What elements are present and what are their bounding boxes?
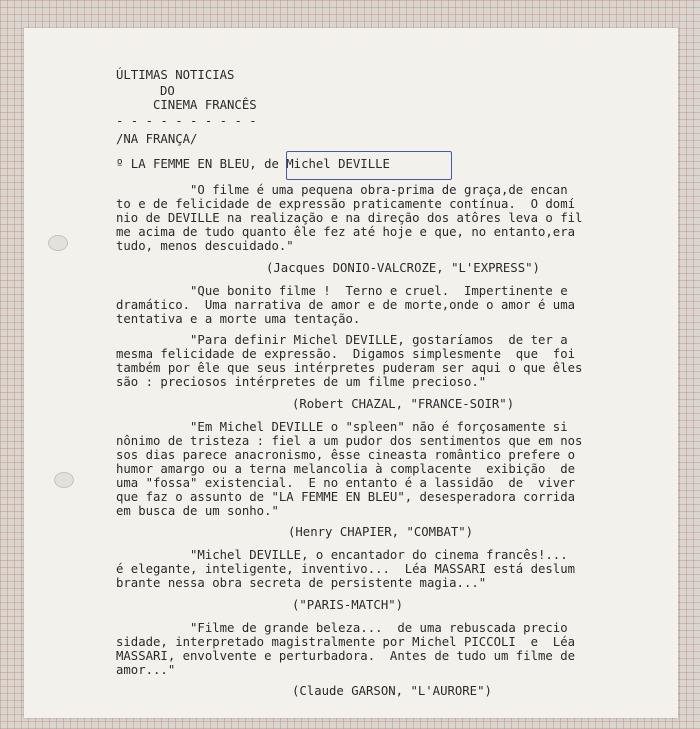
review-line: "O filme é uma pequena obra-prima de graça,de encan — [116, 183, 568, 197]
review-line: amor..." — [116, 663, 176, 677]
document-page — [24, 28, 678, 718]
review-line: "Para definir Michel DEVILLE, gostaríamos de ter a — [116, 333, 568, 347]
review-line: nônimo de tristeza : fiel a um pudor dos sentimentos que em nos — [116, 434, 583, 448]
review-line: brante nessa obra secreta de persistente magia..." — [116, 576, 487, 590]
review-line: "Em Michel DEVILLE o "spleen" não é forçosamente si — [116, 420, 568, 434]
review-source: ("PARIS-MATCH") — [292, 598, 404, 612]
punch-hole-bottom — [54, 472, 74, 488]
review-line: humor amargo ou a terna melancolia à complacente exibição de — [116, 462, 576, 476]
review-line: dramático. Uma narrativa de amor e de morte,onde o amor é uma — [116, 298, 576, 312]
header-line-1: ÚLTIMAS NOTICIAS — [116, 68, 235, 82]
header-rule: - - - - - - - - - - — [116, 114, 257, 128]
punch-hole-top — [48, 235, 68, 251]
review-line: é elegante, inteligente, inventivo... Léa MASSARI está deslum — [116, 562, 576, 576]
review-source: (Claude GARSON, "L'AURORE") — [292, 684, 492, 698]
review-line: uma "fossa" existencial. E no entanto é a lassidão de viver — [116, 476, 576, 490]
review-line: sos dias parece anacronismo, êsse cineasta romântico prefere o — [116, 448, 576, 462]
review-line: também por êle que seus intérpretes puderam ser aqui o que êles — [116, 361, 583, 375]
header-line-3: CINEMA FRANCÊS — [153, 98, 257, 112]
review-line: MASSARI, envolvente e perturbadora. Antes de tudo um filme de — [116, 649, 576, 663]
review-source: (Robert CHAZAL, "FRANCE-SOIR") — [292, 397, 515, 411]
review-line: tentativa e a morte uma tentação. — [116, 312, 361, 326]
review-line: to e de felicidade de expressão praticamente contínua. O domí — [116, 197, 576, 211]
header-line-2: DO — [160, 84, 175, 98]
review-line: tudo, menos descuidado." — [116, 239, 294, 253]
review-source: (Jacques DONIO-VALCROZE, "L'EXPRESS") — [266, 261, 540, 275]
review-line: são : preciosos intérpretes de um filme precioso." — [116, 375, 487, 389]
review-line: em busca de um sonho." — [116, 504, 279, 518]
review-line: que faz o assunto de "LA FEMME EN BLEU", desesperadora corrida — [116, 490, 576, 504]
film-title: º LA FEMME EN BLEU, de Michel DEVILLE — [116, 157, 390, 171]
review-line: nio de DEVILLE na realização e na direção dos atôres leva o fil — [116, 211, 583, 225]
review-line: mesma felicidade de expressão. Digamos simplesmente que foi — [116, 347, 576, 361]
review-line: sidade, interpretado magistralmente por Michel PICCOLI e Léa — [116, 635, 576, 649]
review-line: "Filme de grande beleza... de uma rebuscada precio — [116, 621, 568, 635]
review-source: (Henry CHAPIER, "COMBAT") — [288, 525, 474, 539]
review-line: me acima de tudo quanto êle fez até hoje e que, no entanto,era — [116, 225, 576, 239]
review-line: "Que bonito filme ! Terno e cruel. Impertinente e — [116, 284, 568, 298]
section-heading: /NA FRANÇA/ — [116, 132, 198, 146]
review-line: "Michel DEVILLE, o encantador do cinema francês!... — [116, 548, 568, 562]
